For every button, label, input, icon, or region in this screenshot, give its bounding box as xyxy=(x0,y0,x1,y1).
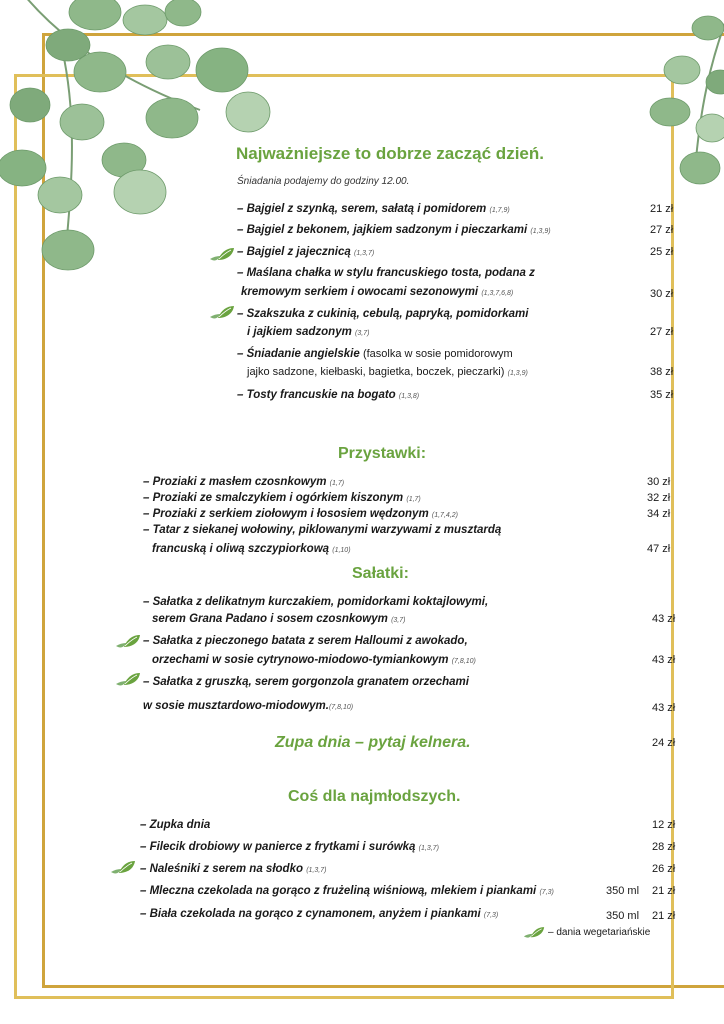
menu-item-price: 43 zł xyxy=(652,654,676,666)
menu-item: – Biała czekolada na gorąco z cynamonem, anyżem i piankami (7,3) xyxy=(140,908,499,920)
menu-item: – Proziaki ze smalczykiem i ogórkiem kiszonym (1,7) xyxy=(143,492,421,504)
menu-item: – Tatar z siekanej wołowiny, piklowanymi warzywami z musztardą xyxy=(143,524,502,536)
vegetarian-leaf-icon xyxy=(115,672,141,688)
menu-item: – Szakszuka z cukinią, cebulą, papryką, pomidorkami xyxy=(237,308,529,320)
menu-item: i jajkiem sadzonym (3,7) xyxy=(247,326,370,338)
menu-item: – Mleczna czekolada na gorąco z frużeliną wiśniową, mlekiem i piankami (7,3) xyxy=(140,885,554,897)
breakfast-note: Śniadania podajemy do godziny 12.00. xyxy=(237,176,410,187)
menu-item: – Sałatka z delikatnym kurczakiem, pomidorkami koktajlowymi, xyxy=(143,596,489,608)
menu-item-price: 21 zł xyxy=(650,203,674,215)
vegetarian-leaf-icon xyxy=(523,926,545,940)
menu-item: – Naleśniki z serem na słodko (1,3,7) xyxy=(140,863,327,875)
menu-item-price: 30 zł xyxy=(650,288,674,300)
menu-item: – Bajgiel z jajecznicą (1,3,7) xyxy=(237,246,375,258)
menu-item-price: 43 zł xyxy=(652,613,676,625)
menu-item: – Sałatka z pieczonego batata z serem Halloumi z awokado, xyxy=(143,635,468,647)
menu-item: serem Grana Padano i sosem czosnkowym (3,7) xyxy=(152,613,406,625)
menu-item: – Bajgiel z bekonem, jajkiem sadzonym i pieczarkami (1,3,9) xyxy=(237,224,551,236)
menu-item-price: 21 zł xyxy=(652,910,676,922)
menu-item-price: 25 zł xyxy=(650,246,674,258)
salads-title: Sałatki: xyxy=(352,565,409,582)
soup-title: Zupa dnia – pytaj kelnera. xyxy=(275,734,471,751)
vegetarian-legend: – dania wegetariańskie xyxy=(548,927,651,938)
menu-item-price: 38 zł xyxy=(650,366,674,378)
menu-item-price: 32 zł xyxy=(647,492,671,504)
menu-item: w sosie musztardowo-miodowym.(7,8,10) xyxy=(143,700,354,712)
menu-item: jajko sadzone, kiełbaski, bagietka, boczek, pieczarki) (1,3,9) xyxy=(247,366,528,378)
menu-item-price: 35 zł xyxy=(650,389,674,401)
menu-item: – Bajgiel z szynką, serem, sałatą i pomidorem (1,7,9) xyxy=(237,203,510,215)
eucalyptus-branch-icon xyxy=(640,0,724,190)
menu-item: – Proziaki z masłem czosnkowym (1,7) xyxy=(143,476,345,488)
vegetarian-leaf-icon xyxy=(110,860,136,876)
starters-title: Przystawki: xyxy=(338,445,427,462)
menu-item-price: 34 zł xyxy=(647,508,671,520)
menu-item: francuską i oliwą szczypiorkową (1,10) xyxy=(152,543,351,555)
menu-item: – Proziaki z serkiem ziołowym i łososiem wędzonym (1,7,4,2) xyxy=(143,508,458,520)
menu-item-volume: 350 ml xyxy=(606,910,640,922)
menu-item-price: 21 zł xyxy=(652,885,676,897)
menu-item: – Sałatka z gruszką, serem gorgonzola granatem orzechami xyxy=(143,676,469,688)
menu-item: – Śniadanie angielskie (fasolka w sosie pomidorowym xyxy=(237,348,513,360)
menu-item-price: 30 zł xyxy=(647,476,671,488)
menu-item-price: 27 zł xyxy=(650,326,674,338)
breakfast-title: Najważniejsze to dobrze zacząć dzień. xyxy=(236,144,544,163)
menu-item-price: 12 zł xyxy=(652,819,676,831)
menu-item: – Zupka dnia xyxy=(140,819,211,831)
menu-item-price: 47 zł xyxy=(647,543,671,555)
menu-item-price: 24 zł xyxy=(652,737,676,749)
kids-title: Coś dla najmłodszych. xyxy=(288,788,461,805)
menu-item-price: 28 zł xyxy=(652,841,676,853)
vegetarian-leaf-icon xyxy=(209,305,235,321)
menu-item: – Maślana chałka w stylu francuskiego tosta, podana z xyxy=(237,267,535,279)
menu-item: – Tosty francuskie na bogato (1,3,8) xyxy=(237,389,420,401)
menu-item-price: 43 zł xyxy=(652,702,676,714)
vegetarian-leaf-icon xyxy=(115,634,141,650)
vegetarian-leaf-icon xyxy=(209,247,235,263)
menu-item-volume: 350 ml xyxy=(606,885,640,897)
menu-item: – Filecik drobiowy w panierce z frytkami i surówką (1,3,7) xyxy=(140,841,439,853)
menu-item: orzechami w sosie cytrynowo-miodowo-tymiankowym (7,8,10) xyxy=(152,654,476,666)
menu-item-price: 26 zł xyxy=(652,863,676,875)
menu-item-price: 27 zł xyxy=(650,224,674,236)
menu-item: kremowym serkiem i owocami sezonowymi (1,3,7,6,8) xyxy=(241,286,514,298)
